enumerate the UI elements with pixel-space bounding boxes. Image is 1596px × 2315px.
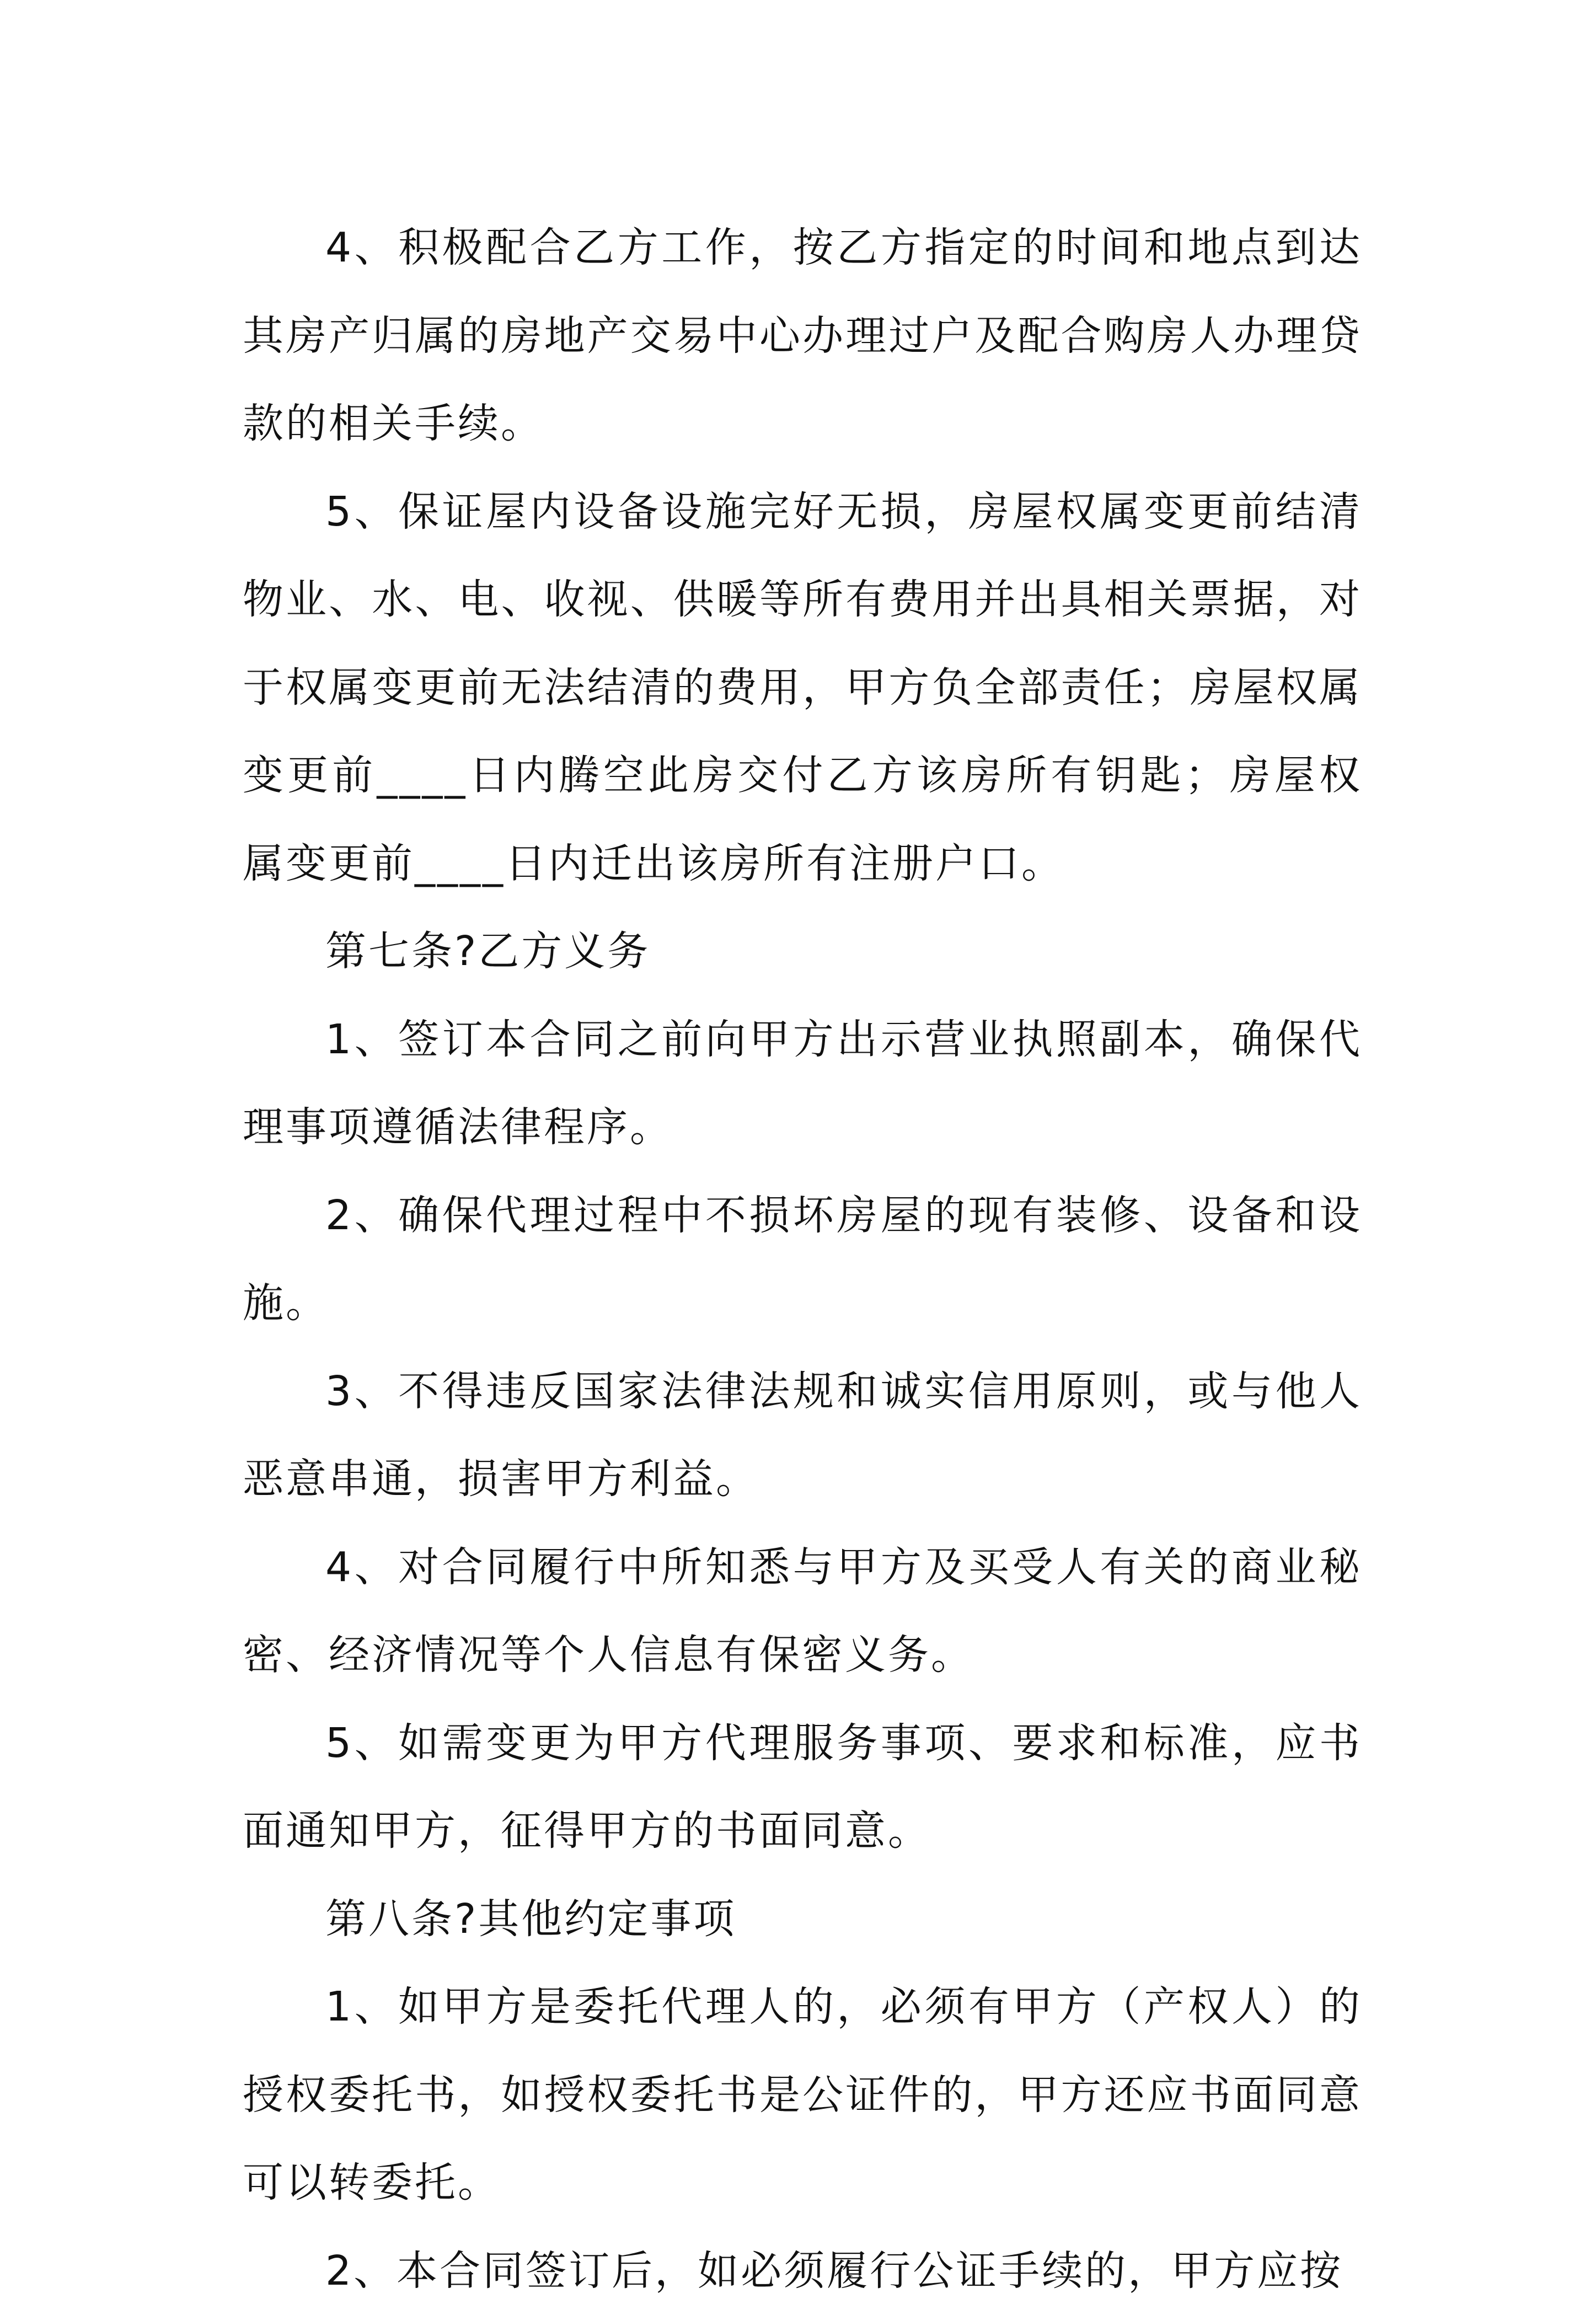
paragraph-seller-duty-5: 5、保证屋内设备设施完好无损，房屋权属变更前结清物业、水、电、收视、供暖等所有费用并出具相关票据，对于权属变更前无法结清的费用，甲方负全部责任；房屋权属变更前____日内腾空此房交付乙方该房所有钥匙；房屋权属变更前____日内迁出该房所有注册户口。 xyxy=(243,468,1362,908)
paragraph-seller-duty-4: 4、积极配合乙方工作，按乙方指定的时间和地点到达其房产归属的房地产交易中心办理过户及配合购房人办理贷款的相关手续。 xyxy=(243,204,1362,468)
paragraph-other-terms-1: 1、如甲方是委托代理人的，必须有甲方（产权人）的授权委托书，如授权委托书是公证件的，甲方还应书面同意可以转委托。 xyxy=(243,1963,1362,2227)
document-body xyxy=(243,204,1362,2315)
paragraph-agent-duty-1: 1、签订本合同之前向甲方出示营业执照副本，确保代理事项遵循法律程序。 xyxy=(243,996,1362,1172)
heading-article-7: 第七条?乙方义务 xyxy=(243,908,1362,996)
paragraph-agent-duty-3: 3、不得违反国家法律法规和诚实信用原则，或与他人恶意串通，损害甲方利益。 xyxy=(243,1348,1362,1524)
heading-article-8: 第八条?其他约定事项 xyxy=(243,1875,1362,1964)
paragraph-agent-duty-5: 5、如需变更为甲方代理服务事项、要求和标准，应书面通知甲方，征得甲方的书面同意。 xyxy=(243,1700,1362,1875)
paragraph-agent-duty-2: 2、确保代理过程中不损坏房屋的现有装修、设备和设施。 xyxy=(243,1172,1362,1348)
paragraph-other-terms-2: 2、本合同签订后，如必须履行公证手续的，甲方应按 xyxy=(243,2227,1362,2315)
paragraph-agent-duty-4: 4、对合同履行中所知悉与甲方及买受人有关的商业秘密、经济情况等个人信息有保密义务。 xyxy=(243,1524,1362,1700)
